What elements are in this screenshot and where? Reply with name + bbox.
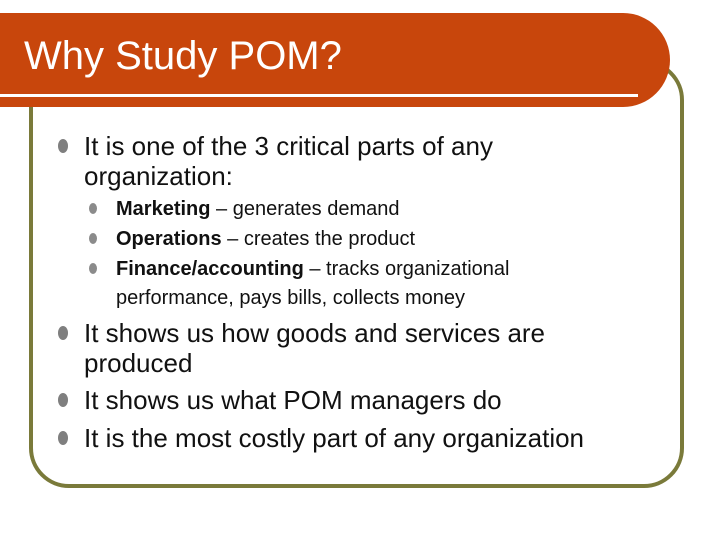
title-underline [0, 94, 638, 97]
sub-bullet-marketing-term: Marketing [116, 198, 211, 220]
sub-bullet-finance-line2: performance, pays bills, collects money [116, 287, 466, 309]
bullet-text-pom-managers: It shows us what POM managers do [84, 385, 502, 415]
slide-title: Why Study POM? [24, 34, 342, 78]
bullet-text-goods-services-line1: It shows us how goods and services are [84, 318, 546, 348]
sub-bullet-operations [116, 225, 415, 254]
sub-bullet-icon [89, 233, 97, 244]
bullet-icon [58, 139, 68, 153]
sub-bullet-marketing [116, 195, 400, 224]
sub-bullet-operations-desc: – creates the product [221, 228, 416, 250]
sub-bullet-finance-desc: – tracks organizational [303, 258, 510, 280]
sub-bullet-icon [89, 263, 97, 274]
sub-bullet-icon [89, 203, 97, 214]
sub-bullet-operations-term: Operations [116, 228, 222, 250]
sub-bullet-finance [116, 255, 509, 284]
bullet-icon [58, 393, 68, 407]
bullet-text-critical-parts-line2: organization: [84, 161, 233, 191]
sub-bullet-finance-term: Finance/accounting [116, 258, 304, 280]
bullet-text-costly-part: It is the most costly part of any organization [84, 423, 585, 453]
bullet-icon [58, 326, 68, 340]
bullet-icon [58, 431, 68, 445]
bullet-text-critical-parts-line1: It is one of the 3 critical parts of any [84, 131, 493, 161]
sub-bullet-marketing-desc: – generates demand [210, 198, 400, 220]
bullet-text-goods-services-line2: produced [84, 348, 193, 378]
